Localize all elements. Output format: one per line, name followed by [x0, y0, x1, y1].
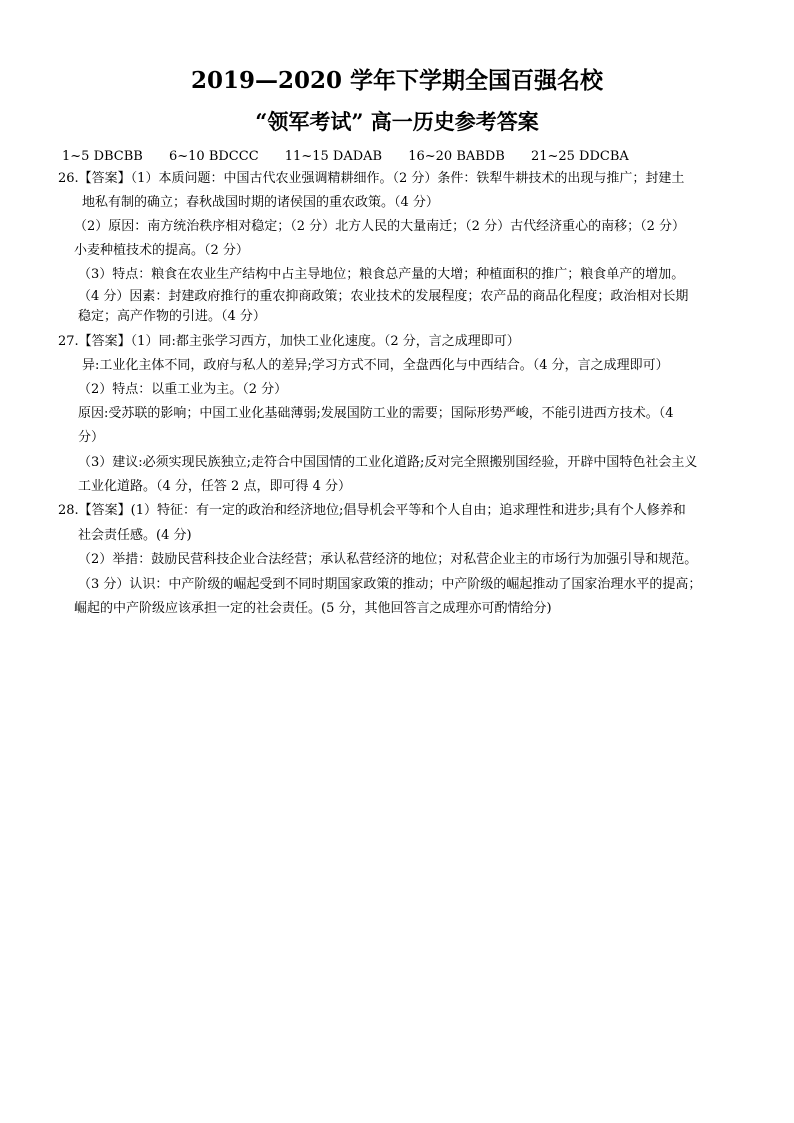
- answer-line: 社会责任感。(4 分): [78, 528, 192, 543]
- answer-line: 原因:受苏联的影响；中国工业化基础薄弱;发展国防工业的需要；国际形势严峻，不能引进西方技术。（4: [78, 406, 674, 421]
- answer-line: 异:工业化主体不同，政府与私人的差异;学习方式不同，全盘西化与中西结合。（4 分，言之成理即可）: [82, 358, 669, 373]
- answer-line: 稳定；高产作物的引进。（4 分）: [78, 309, 266, 324]
- answer-line: （2）特点：以重工业为主。（2 分）: [78, 382, 288, 397]
- mc-answer-group: 6~10 BDCCC: [168, 149, 259, 164]
- answer-line: （3 分）认识：中产阶级的崛起受到不同时期国家政策的推动；中产阶级的崛起推动了国家治理水平的提高；: [78, 577, 702, 592]
- answer-line: （3）建议:必须实现民族独立;走符合中国国情的工业化道路;反对完全照搬别国经验，开辟中国特色社会主义: [78, 455, 698, 470]
- answer-line: 地私有制的确立；春秋战国时期的诸侯国的重农政策。（4 分）: [82, 195, 439, 210]
- answer-line: （4 分）因素：封建政府推行的重农抑商政策；农业技术的发展程度；农产品的商品化程度；政治相对长期: [78, 289, 689, 304]
- answer-line: （2）举措：鼓励民营科技企业合法经营；承认私营经济的地位；对私营企业主的市场行为加强引导和规范。: [78, 552, 698, 567]
- answer-line: 小麦种植技术的提高。（2 分）: [74, 243, 249, 258]
- answer-line: （3）特点：粮食在农业生产结构中占主导地位；粮食总产量的大增；种植面积的推广；粮食单产的增加。: [78, 267, 685, 282]
- answer-line: 分）: [78, 430, 105, 445]
- answer-line: 27.【答案】（1）同:都主张学习西方，加快工业化速度。（2 分，言之成理即可）: [58, 334, 520, 349]
- mc-answer-group: 1~5 DBCBB: [62, 149, 143, 164]
- multiple-choice-answers: [62, 149, 629, 165]
- answer-line: 28.【答案】(1）特征：有一定的政治和经济地位;倡导机会平等和个人自由；追求理性和进步;具有个人修养和: [58, 503, 686, 518]
- document-subtitle: “领军考试” 高一历史参考答案: [255, 109, 539, 134]
- mc-answer-group: 11~15 DADAB: [284, 149, 383, 164]
- document-title: 2019—2020 学年下学期全国百强名校: [190, 67, 604, 94]
- mc-answer-group: 16~20 BABDB: [408, 149, 505, 164]
- mc-answer-group: 21~25 DDCBA: [530, 149, 629, 164]
- answer-line: 26.【答案】（1）本质问题：中国古代农业强调精耕细作。（2 分）条件：铁犁牛耕技术的出现与推广；封建土: [58, 171, 685, 186]
- answer-line: 工业化道路。（4 分，任答 2 点，即可得 4 分）: [78, 479, 351, 494]
- answer-line: （2）原因：南方统治秩序相对稳定；（2 分）北方人民的大量南迁；（2 分）古代经济重心的南移；（2 分）: [74, 219, 685, 234]
- answer-line: 崛起的中产阶级应该承担一定的社会责任。(5 分，其他回答言之成理亦可酌情给分): [74, 601, 552, 616]
